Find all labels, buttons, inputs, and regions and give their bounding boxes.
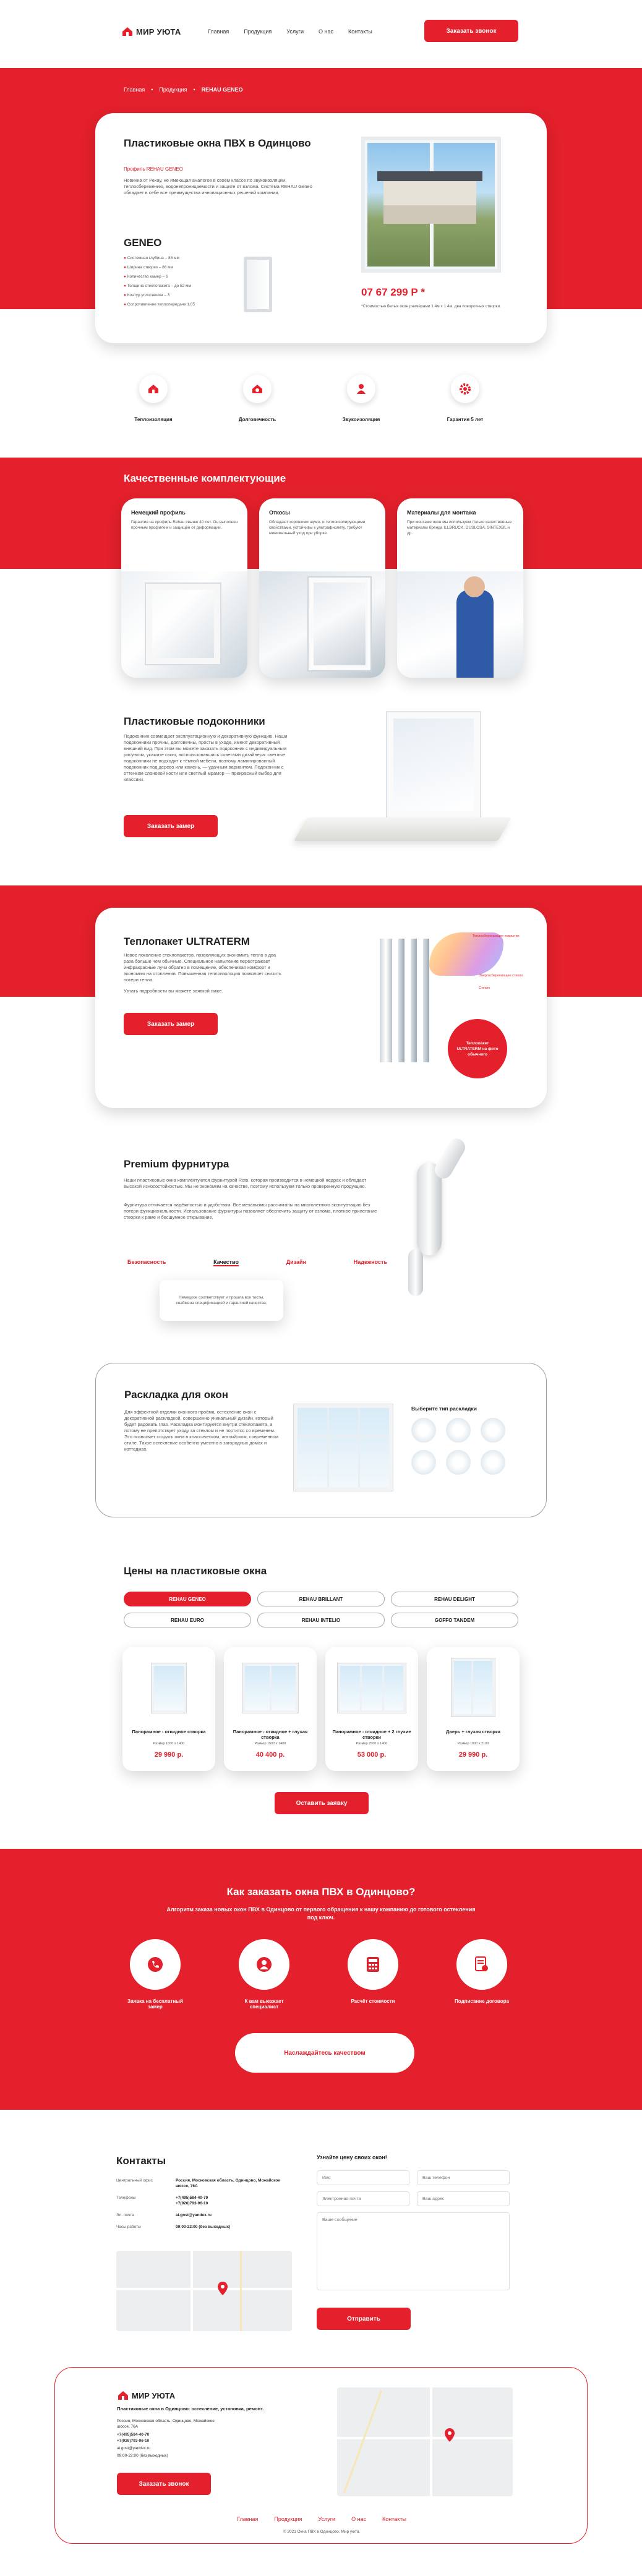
component-card-title: Откосы (269, 510, 290, 516)
spec-item: ● Ширина створки – 86 мм (124, 265, 174, 270)
footer-phone-2[interactable]: +7(926)793-96-10 (117, 2439, 150, 2443)
howto-step-label: Заявка на бесплатный замер (127, 1998, 183, 2010)
footer-hours: 09:00-22:00 (без выходных) (117, 2454, 168, 2458)
contacts-title: Контакты (116, 2155, 166, 2167)
footer-logo-text: МИР УЮТА (132, 2390, 176, 2400)
nav-products[interactable]: Продукция (244, 28, 272, 35)
footer-email[interactable]: ai.gost@yandex.ru (117, 2446, 151, 2450)
logo-icon (121, 26, 134, 37)
footer-nav (55, 2516, 588, 2522)
hero-price: 07 67 299 Р * (361, 286, 426, 298)
ultraterm-badge: Теплопакет ULTRATERM на фото обычного (448, 1019, 507, 1078)
map-pin-icon (218, 2282, 228, 2295)
prices-title: Цены на пластиковые окна (124, 1565, 267, 1577)
house-star-icon (243, 375, 272, 403)
contact-form (317, 2170, 510, 2331)
logo-text: МИР УЮТА (136, 27, 181, 36)
layout-option[interactable] (411, 1450, 436, 1475)
howto-step (230, 1939, 298, 2010)
contact-row (116, 2195, 296, 2206)
hero-window-image (361, 137, 501, 273)
contacts-map[interactable] (116, 2251, 292, 2331)
price-card-window (242, 1663, 298, 1713)
spec-item: ● Системная глубина – 86 мм (124, 256, 179, 260)
hero-brand-link[interactable]: Профиль REHAU GENEO (124, 166, 183, 172)
component-card-title: Немецкий профиль (131, 510, 186, 516)
component-card-photo (121, 571, 247, 678)
layer-label: Энергосберегающее стекло (479, 974, 523, 978)
components-title: Качественные комплектующие (124, 472, 286, 484)
nav-home[interactable]: Главная (208, 28, 229, 35)
hardware-tab-text: Немецкое соответствует и прошла все тесты, снабжена спецификацией и гарантией качества. (176, 1295, 267, 1305)
hardware-tab-panel (160, 1280, 283, 1321)
price-card[interactable] (122, 1647, 215, 1771)
address-input[interactable] (417, 2191, 510, 2206)
contact-value: Россия, Московская область, Одинцово, Можайское шоссе, 76А (176, 2178, 280, 2188)
name-input[interactable] (317, 2170, 409, 2185)
contact-key: Эл. почта (116, 2213, 134, 2217)
nav-contacts[interactable]: Контакты (348, 28, 372, 35)
layout-text: Для эффектной отделки оконного проёма, остекление окон с декоративной раскладкой, совершенно уникальный дизайн, который будет радовать глаз. Раскладка монтируется внутри стеклопакета, а потому не препятствует уходу за стеклом и не портится со временем. Это позволяет создать окна в классическом, английском, современном стиле. Такое остекление особенно уместно в загородных домах и коттеджах. (124, 1409, 279, 1452)
layout-card (95, 1363, 547, 1517)
component-card-photo (397, 571, 523, 678)
prices-cta-button[interactable]: Оставить заявку (275, 1792, 369, 1814)
sills-cta-button[interactable]: Заказать замер (124, 815, 218, 837)
layer-label: Теплосберегающее покрытие (473, 934, 520, 938)
hero-card (95, 113, 547, 343)
layout-window-image (294, 1404, 393, 1491)
footer-logo[interactable] (117, 2390, 175, 2401)
contact-key: Центральный офис (116, 2178, 153, 2183)
price-card-window (452, 1658, 495, 1717)
contact-row (116, 2212, 296, 2218)
house-icon (139, 375, 168, 403)
contact-value: +7(495)584-40-70 +7(926)793-96-10 (176, 2196, 208, 2206)
email-input[interactable] (317, 2191, 409, 2206)
nav-services[interactable]: Услуги (286, 28, 304, 35)
hardware-tabs (127, 1259, 387, 1266)
ultraterm-text: Новое поколение стеклопакетов, позволяющих экономить тепло в два раза больше чем обычные. Специальное напыление переотражает инфракрасные лучи обратно в помещение, обеспечивая комфорт и экономию на отоплении. Повышенная теплоизоляция позволяет снизить потери тепла. (124, 952, 281, 983)
header (0, 0, 642, 68)
price-tabs (124, 1592, 518, 1631)
component-card (121, 498, 247, 678)
footer-nav-services[interactable]: Услуги (318, 2516, 336, 2522)
feature-item (225, 375, 289, 422)
glass-unit-image (355, 926, 541, 1093)
feature-item (121, 375, 186, 422)
price-card-name: Дверь + глухая створка (446, 1729, 500, 1734)
feature-label: Гарантия 5 лет (447, 417, 484, 422)
component-card (397, 498, 523, 678)
price-tab[interactable]: REHAU EURO (124, 1613, 251, 1627)
price-tab[interactable]: GOFFO TANDEM (391, 1613, 518, 1627)
price-card-size: Размер 1500 х 1400 (254, 1742, 286, 1746)
hardware-title: Premium фурнитура (124, 1158, 229, 1170)
feature-item (433, 375, 497, 422)
spec-item: ● Сопротивление теплопередаче 1,05 (124, 302, 195, 307)
price-card-size: Размер 1000 х 2100 (457, 1742, 489, 1746)
howto-step (121, 1939, 189, 2010)
price-card-window (338, 1663, 406, 1713)
footer-nav-contacts[interactable]: Контакты (382, 2516, 406, 2522)
map-pin-icon (445, 2428, 455, 2442)
contact-value[interactable]: ai.gost@yandex.ru (176, 2213, 212, 2217)
footer-nav-about[interactable]: О нас (351, 2516, 367, 2522)
contact-row (116, 2224, 296, 2230)
howto-step-label: Расчёт стоимости (351, 1998, 395, 2004)
person-icon (347, 375, 375, 403)
feature-label: Звукоизоляция (342, 417, 380, 422)
nav-about[interactable]: О нас (318, 28, 333, 35)
contact-key: Часы работы (116, 2225, 141, 2229)
profile-name: GENEO (124, 237, 162, 249)
sill-image (301, 712, 505, 861)
price-card-size: Размер 2500 х 1400 (356, 1742, 388, 1746)
component-card-text: Гарантия на профиль Rehau свыше 40 лет. Он выполнен прочным профилем и защищён от деформации. (131, 520, 238, 530)
ultraterm-note: Узнать подробности вы можете заявкой ниже. (124, 988, 223, 994)
footer-card (54, 2367, 588, 2544)
tab-quality[interactable]: Качество (213, 1259, 239, 1265)
price-card[interactable] (224, 1647, 317, 1771)
howto-title: Как заказать окна ПВХ в Одинцово? (226, 1886, 416, 1898)
sills-title: Пластиковые подоконники (124, 715, 265, 727)
manager-icon (239, 1939, 289, 1990)
howto-step-label: Подписание договора (455, 1998, 509, 2004)
form-submit-button[interactable]: Отправить (317, 2308, 411, 2330)
footer-phone-1[interactable]: +7(495)584-40-70 (117, 2433, 150, 2437)
layout-option[interactable] (446, 1418, 471, 1443)
hardware-text-2: Фурнитура отличается надёжностью и удобством. Все механизмы рассчитаны на многолетнюю эксплуатацию без потери функциональности. Использование фурнитуры позволяет обеспечить защиту от взлома, плотное прилегание створки к раме и бесшумное открывание. (124, 1202, 377, 1220)
breadcrumb: Главная • Продукция • REHAU GENEO (124, 87, 243, 93)
components-cards (121, 498, 523, 678)
profile-section-image (244, 257, 272, 312)
hero-description: Новинка от Рехау, не имеющая аналогов в своём классе по звукоизоляции, теплосбережению, водонепроницаемости и защите от взлома. Система REHAU Geneo обладает в себе все преимущества инновационных решений компании. (124, 177, 312, 195)
price-card-name: Панорамное - откидное + глухая створка (233, 1729, 308, 1740)
feature-item (329, 375, 393, 422)
price-card-name: Панорамное - откидное створка (132, 1729, 206, 1734)
component-card (259, 498, 385, 678)
tab-design[interactable]: Дизайн (286, 1259, 307, 1265)
howto-subtitle: Алгоритм заказа новых окон ПВХ в Одинцово от первого обращения к нашу компанию до готового остекления под ключ. (166, 1906, 476, 1921)
layout-option[interactable] (481, 1418, 505, 1443)
price-tab[interactable]: REHAU DELIGHT (391, 1592, 518, 1606)
features-row (121, 375, 517, 437)
component-card-title: Материалы для монтажа (407, 510, 476, 516)
component-card-photo (259, 571, 385, 678)
ultraterm-cta-button[interactable]: Заказать замер (124, 1013, 218, 1035)
header-callback-button[interactable]: Заказать звонок (424, 20, 518, 42)
howto-step (448, 1939, 516, 2004)
layout-options (411, 1418, 516, 1498)
layout-option[interactable] (446, 1450, 471, 1475)
component-card-text: При монтаже окон мы используем только качественные материалы бренда ILLBRUCK, DUSLOSA, SINTEXBL и др. (407, 520, 512, 535)
layer-label: Стекло (479, 986, 490, 990)
component-card-text: Обладают хорошими шумо- и теплоизолирующими свойствами, устойчивы к ультрафиолету, требуют минимальный уход при уборке. (269, 520, 366, 535)
howto-step-label: К вам выезжает специалист (244, 1998, 284, 2010)
footer-tagline: Пластиковые окна в Одинцово: остекление, установка, ремонт. (117, 2406, 264, 2412)
main-nav (208, 28, 372, 35)
contact-key: Телефоны (116, 2196, 136, 2200)
tab-security[interactable]: Безопасность (127, 1259, 166, 1265)
tab-reliability[interactable]: Надежность (353, 1259, 387, 1265)
price-tab[interactable]: REHAU BRILLANT (257, 1592, 385, 1606)
contact-row (116, 2178, 296, 2189)
spec-item: ● Контур уплотнения – 3 (124, 293, 170, 297)
breadcrumb-current: REHAU GENEO (201, 87, 243, 93)
ultraterm-title: Теплопакет ULTRATERM (124, 936, 250, 947)
spec-item: ● Количество камер – 6 (124, 275, 168, 279)
price-card[interactable] (427, 1647, 520, 1771)
spec-list (124, 255, 223, 311)
ultraterm-card (95, 908, 547, 1108)
feature-label: Долговечность (238, 417, 276, 422)
layout-title: Раскладка для окон (124, 1389, 229, 1401)
calculator-icon (348, 1939, 398, 1990)
footer-callback-button[interactable]: Заказать звонок (117, 2473, 211, 2495)
layout-choose-title: Выберите тип раскладки (411, 1405, 477, 1412)
hardware-text-1: Наши пластиковые окна комплектуются фурнитурой Roto, которая производится в немецкой недрах и обладает высокой износостойкостью. Мы не экономим на качестве, поэтому используем только проверенную продукцию. (124, 1177, 367, 1189)
footer-map[interactable] (337, 2387, 513, 2496)
price-card-size: Размер 1600 х 1400 (153, 1742, 185, 1746)
sills-text: Подоконник совмещает эксплуатационную и декоративную функцию. Наши подоконники прочны, долговечны, просты в уходе, имеют декоративный внешний вид. При этом вы можете заказать подоконник с индивидуальным рисунком, укажите свою, воспользовавшись советами дизайнера: светлые подоконники не подходят к тёмной мебели, поэтому ламинированный подоконник под дерево или камень, — удачным вариантом. Подоконник с оттенком слоновой кости или светлый мрамор — прекрасный выбор для классики. (124, 733, 288, 782)
contact-form-title: Узнайте цену своих окон! (317, 2154, 387, 2160)
logo-icon (117, 2390, 129, 2401)
phone-input[interactable] (417, 2170, 510, 2185)
message-textarea[interactable] (317, 2212, 510, 2290)
logo[interactable] (121, 26, 181, 37)
gear-icon (451, 375, 479, 403)
price-card-price: 29 990 р. (154, 1751, 184, 1759)
howto-step (339, 1939, 407, 2004)
howto-steps (121, 1939, 517, 2013)
hero-title: Пластиковые окна ПВХ в Одинцово (124, 137, 311, 149)
price-cards (122, 1647, 520, 1771)
price-card-window (152, 1663, 186, 1713)
contact-value: 09:00-22:00 (без выходных) (176, 2225, 231, 2229)
price-tab-active[interactable]: REHAU GENEO (124, 1592, 251, 1606)
price-tab[interactable]: REHAU INTELIO (257, 1613, 385, 1627)
spec-item: ● Толщина стеклопакета – до 52 мм (124, 284, 192, 288)
layout-option[interactable] (411, 1418, 436, 1443)
price-card-price: 40 400 р. (255, 1751, 285, 1759)
footer-nav-home[interactable]: Главная (237, 2516, 259, 2522)
handle-image (402, 1156, 489, 1299)
price-card-price: 29 990 р. (458, 1751, 488, 1759)
breadcrumb-products[interactable]: Продукция (159, 87, 187, 93)
price-card-name: Панорамное - откидное + 2 глухие створки (332, 1729, 411, 1740)
price-card-price: 53 000 р. (357, 1751, 387, 1759)
footer-address: Россия, Московская область, Одинцово, Можайское шоссе, 76А (117, 2419, 215, 2429)
breadcrumb-home[interactable]: Главная (124, 87, 145, 93)
contacts-table (116, 2178, 296, 2236)
footer-nav-products[interactable]: Продукция (274, 2516, 302, 2522)
phone-icon (130, 1939, 181, 1990)
price-card[interactable] (325, 1647, 418, 1771)
hero-price-note: *Стоимостью белых окон размерами 1.4м x 1.4м, два поворотных створки. (361, 304, 501, 309)
howto-cta-button[interactable]: Наслаждайтесь качеством (235, 2033, 414, 2073)
feature-label: Теплоизоляция (134, 417, 173, 422)
contract-icon (456, 1939, 507, 1990)
layout-option[interactable] (481, 1450, 505, 1475)
footer-copyright: © 2021 Окна ПВХ в Одинцово. Мир уюта. (283, 2530, 361, 2534)
